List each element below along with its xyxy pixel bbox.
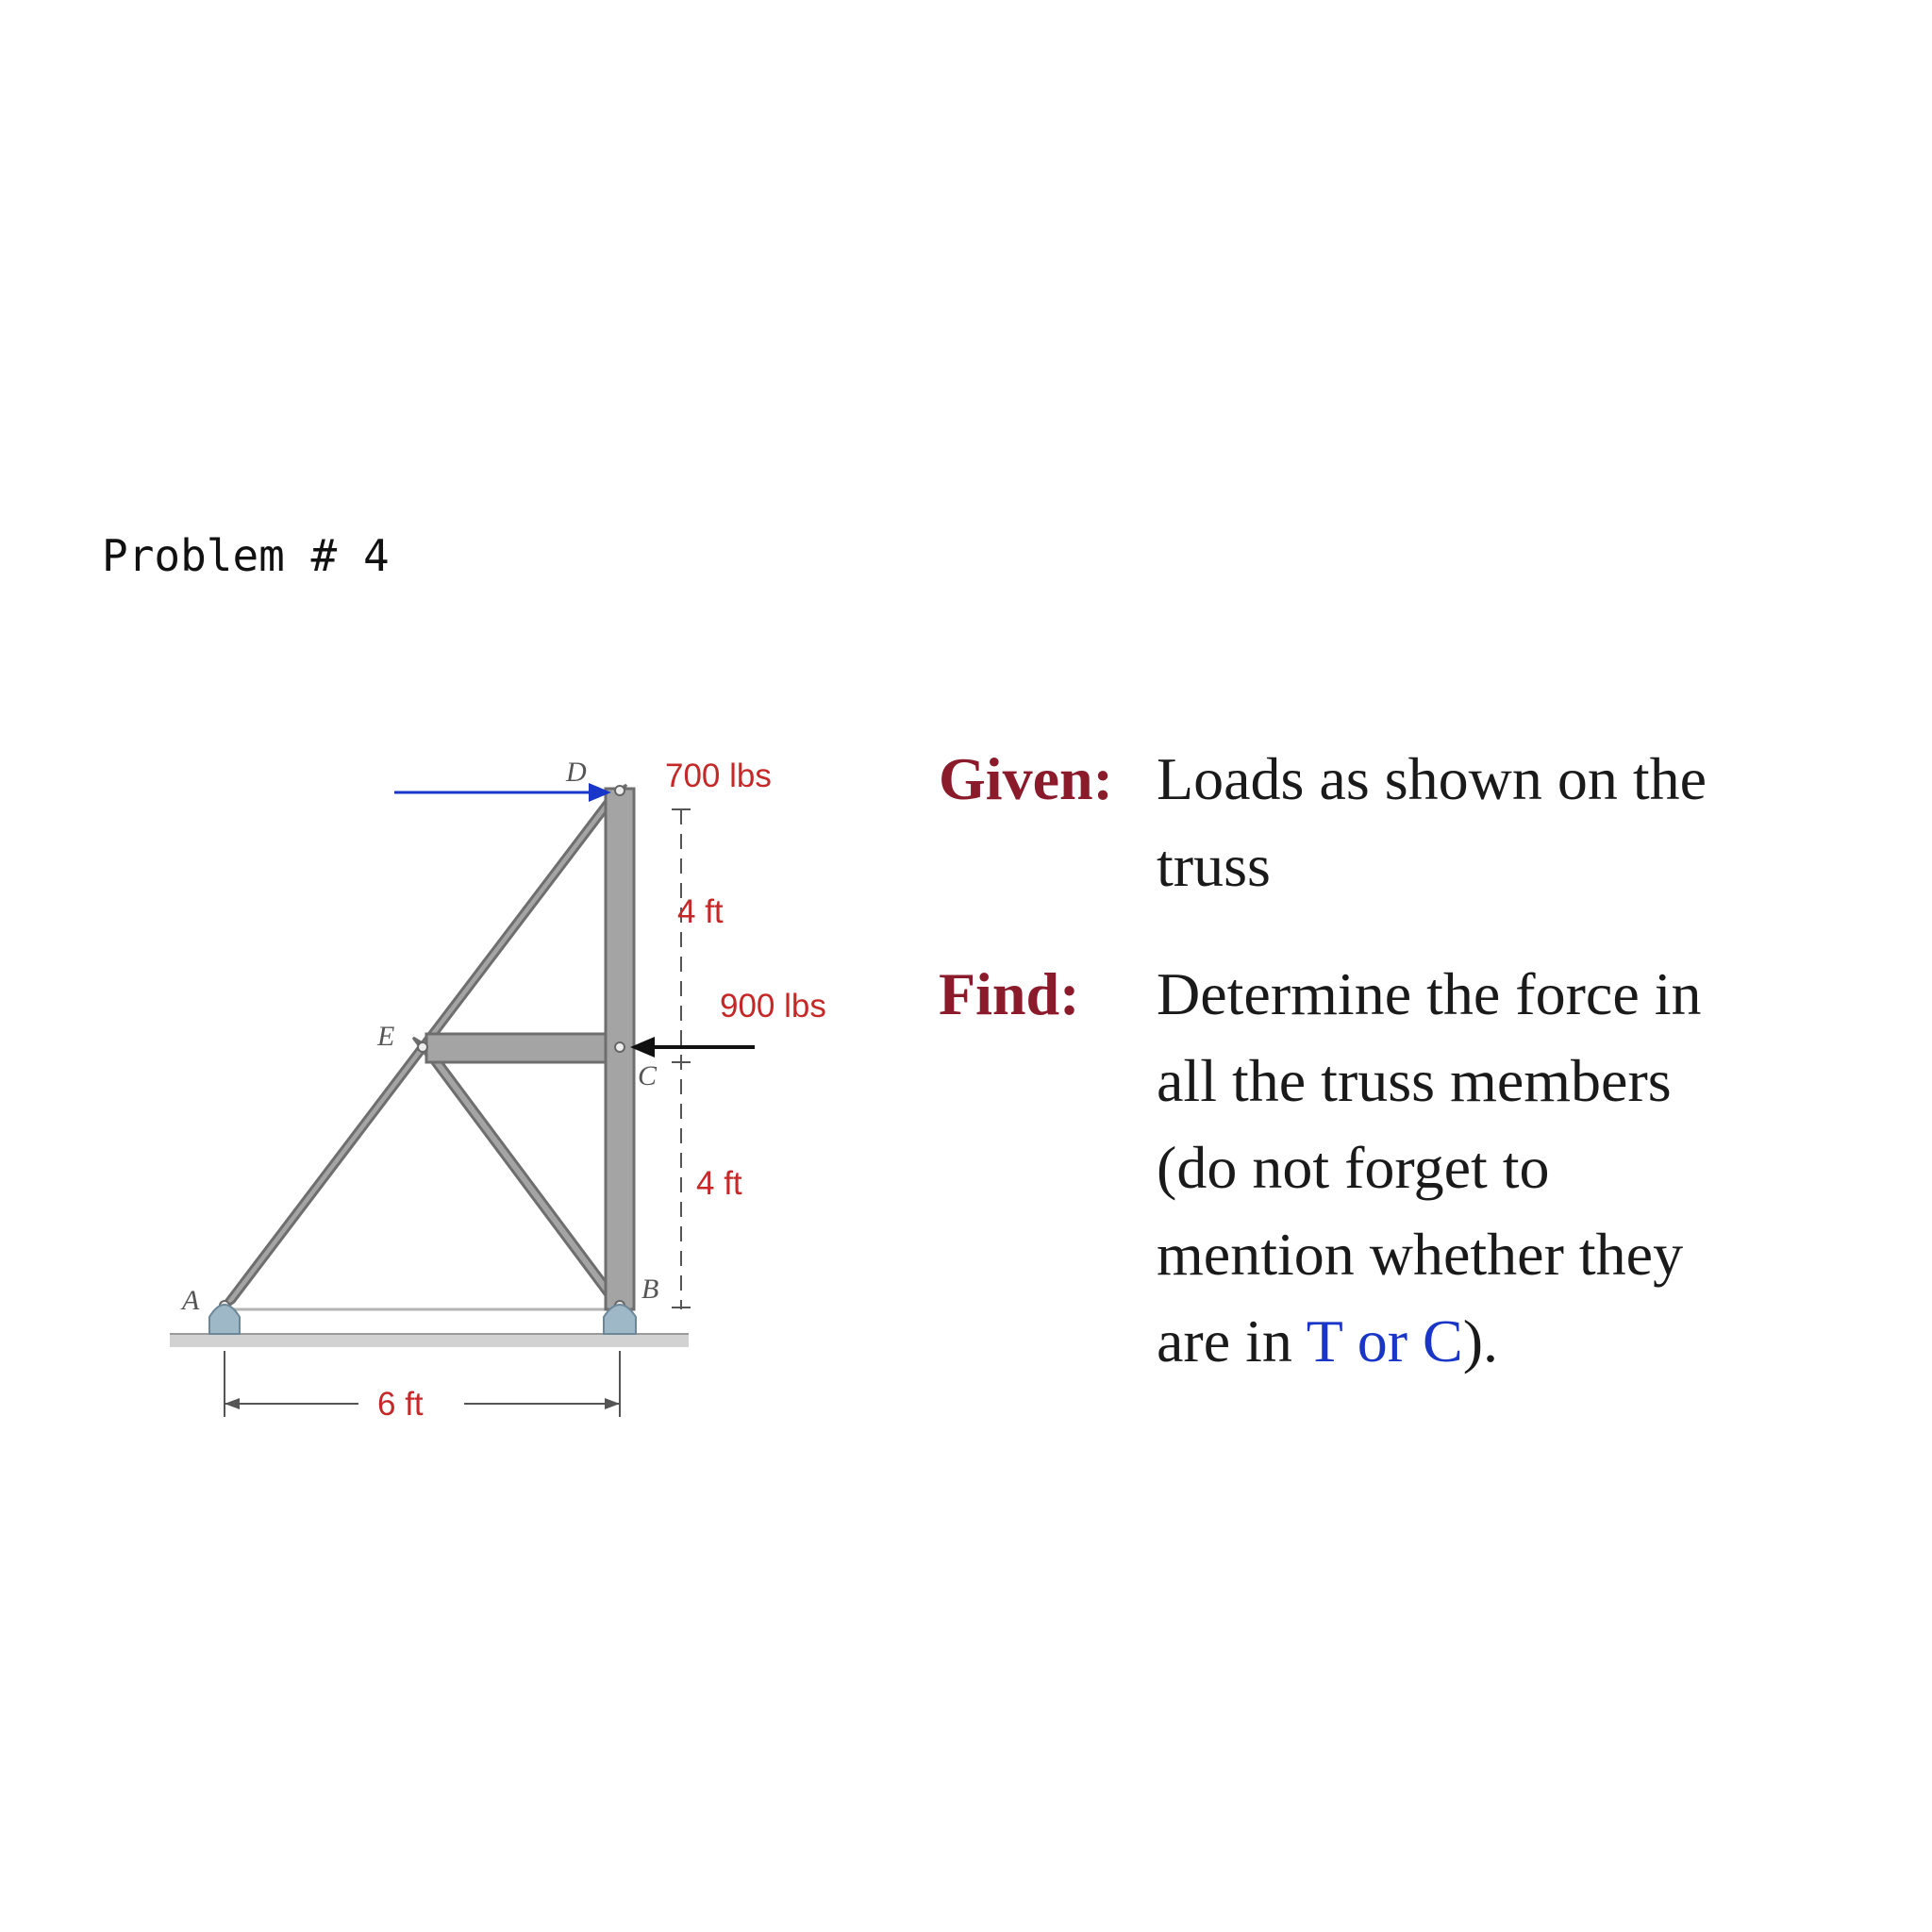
- find-line-5-suffix: ).: [1462, 1307, 1498, 1374]
- find-heading: Find:: [939, 960, 1080, 1027]
- joint-label-A: A: [182, 1285, 200, 1316]
- joint-label-E: E: [377, 1021, 395, 1052]
- tension-T: T: [1306, 1307, 1342, 1374]
- given-heading: Given:: [939, 745, 1113, 812]
- given-text: [1157, 736, 1707, 909]
- dim-label-upper: 4 ft: [677, 893, 724, 930]
- vertical-dimension: [672, 809, 691, 1309]
- ground: [170, 1334, 689, 1347]
- joint-label-D: D: [566, 757, 587, 788]
- joint-label-B: B: [641, 1274, 659, 1305]
- find-text: [1157, 951, 1702, 1385]
- find-line-5: [1157, 1298, 1702, 1385]
- member-EC: [426, 1034, 623, 1062]
- load-label-900: 900 lbs: [720, 988, 826, 1024]
- find-line-3: (do not forget to: [1157, 1134, 1550, 1201]
- find-line-5-prefix: are in: [1157, 1307, 1307, 1374]
- hdim-arrow-right: [605, 1398, 620, 1409]
- find-line-5-or: or: [1341, 1307, 1423, 1374]
- given-line-2: truss: [1157, 832, 1271, 899]
- pin-D: [615, 786, 625, 795]
- pin-C: [615, 1042, 625, 1052]
- ground-surface: [170, 1334, 689, 1347]
- dim-label-lower: 4 ft: [696, 1165, 742, 1202]
- hdim-arrow-left: [225, 1398, 240, 1409]
- dim-label-base: 6 ft: [377, 1386, 424, 1423]
- find-line-2: all the truss members: [1157, 1047, 1672, 1114]
- joint-label-C: C: [638, 1060, 658, 1091]
- pin-E: [418, 1042, 427, 1052]
- find-line-4: mention whether they: [1157, 1221, 1684, 1288]
- given-line-1: Loads as shown on the: [1157, 745, 1707, 812]
- compression-C: C: [1423, 1307, 1463, 1374]
- find-line-1: Determine the force in: [1157, 960, 1702, 1027]
- load-label-700: 700 lbs: [665, 758, 772, 794]
- member-EB: [413, 1038, 626, 1309]
- problem-title: Problem # 4: [102, 530, 390, 581]
